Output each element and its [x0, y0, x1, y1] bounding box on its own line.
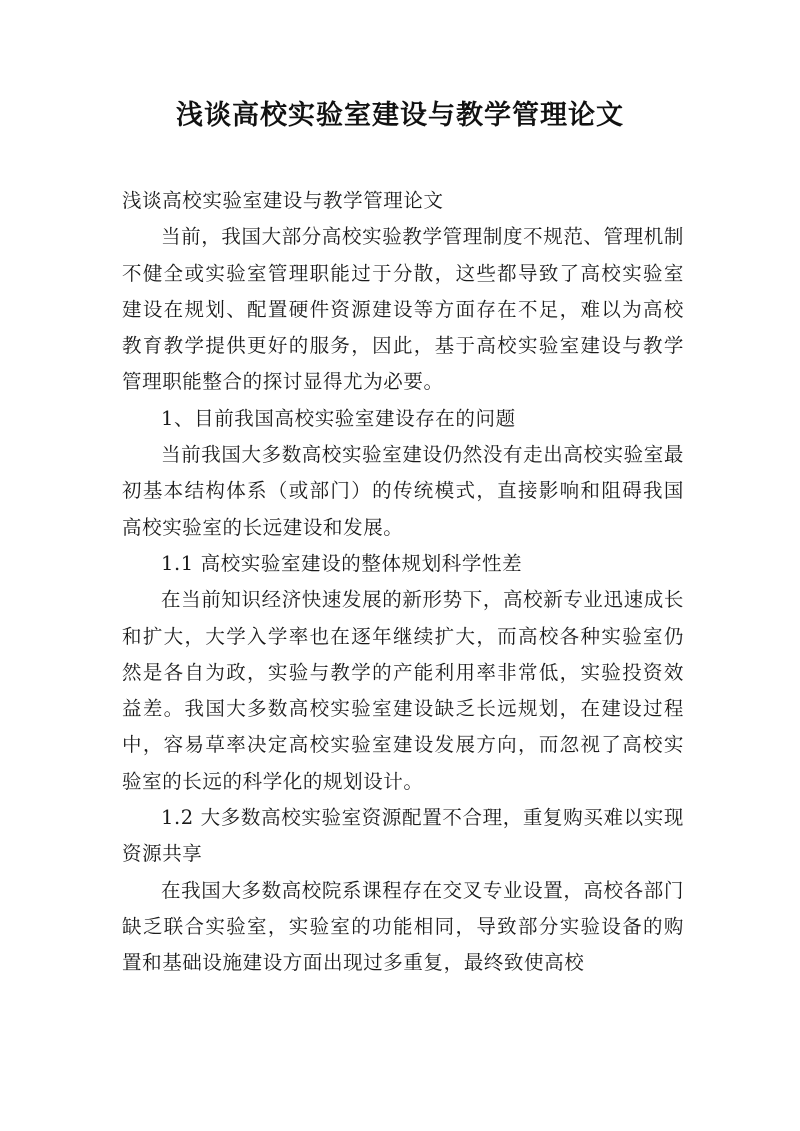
paragraph-intro: 当前，我国大部分高校实验教学管理制度不规范、管理机制不健全或实验室管理职能过于分散，这些都导致了高校实验室建设在规划、配置硬件资源建设等方面存在不足，难以为高校教育教学提供更好的服务，因此，基于高校实验室建设与教学管理职能整合的探讨显得尤为必要。	[122, 225, 684, 394]
paragraph-section-1: 当前我国大多数高校实验室建设仍然没有走出高校实验室最初基本结构体系（或部门）的传统模式，直接影响和阻碍我国高校实验室的长远建设和发展。	[122, 443, 684, 539]
document-title: 浅谈高校实验室建设与教学管理论文	[176, 100, 624, 131]
section-heading-1: 1、目前我国高校实验室建设存在的问题	[161, 406, 516, 430]
section-heading-1-2: 1.2 大多数高校实验室资源配置不合理，重复购买难以实现资源共享	[122, 806, 684, 866]
paragraph-section-1-1: 在当前知识经济快速发展的新形势下，高校新专业迅速成长和扩大，大学入学率也在逐年继续扩大，而高校各种实验室仍然是各自为政，实验与教学的产能利用率非常低，实验投资效益差。我国大多数高校实验室建设缺乏长远规划，在建设过程中，容易草率决定高校实验室建设发展方向，而忽视了高校实验室的长远的科学化的规划设计。	[122, 588, 684, 793]
paragraph-section-1-2: 在我国大多数高校院系课程存在交叉专业设置，高校各部门缺乏联合实验室，实验室的功能相同，导致部分实验设备的购置和基础设施建设方面出现过多重复，最终致使高校	[122, 878, 684, 975]
section-heading-1-1: 1.1 高校实验室建设的整体规划科学性差	[161, 551, 523, 575]
document-body	[122, 183, 684, 982]
paragraph-subtitle: 浅谈高校实验室建设与教学管理论文	[122, 189, 444, 212]
